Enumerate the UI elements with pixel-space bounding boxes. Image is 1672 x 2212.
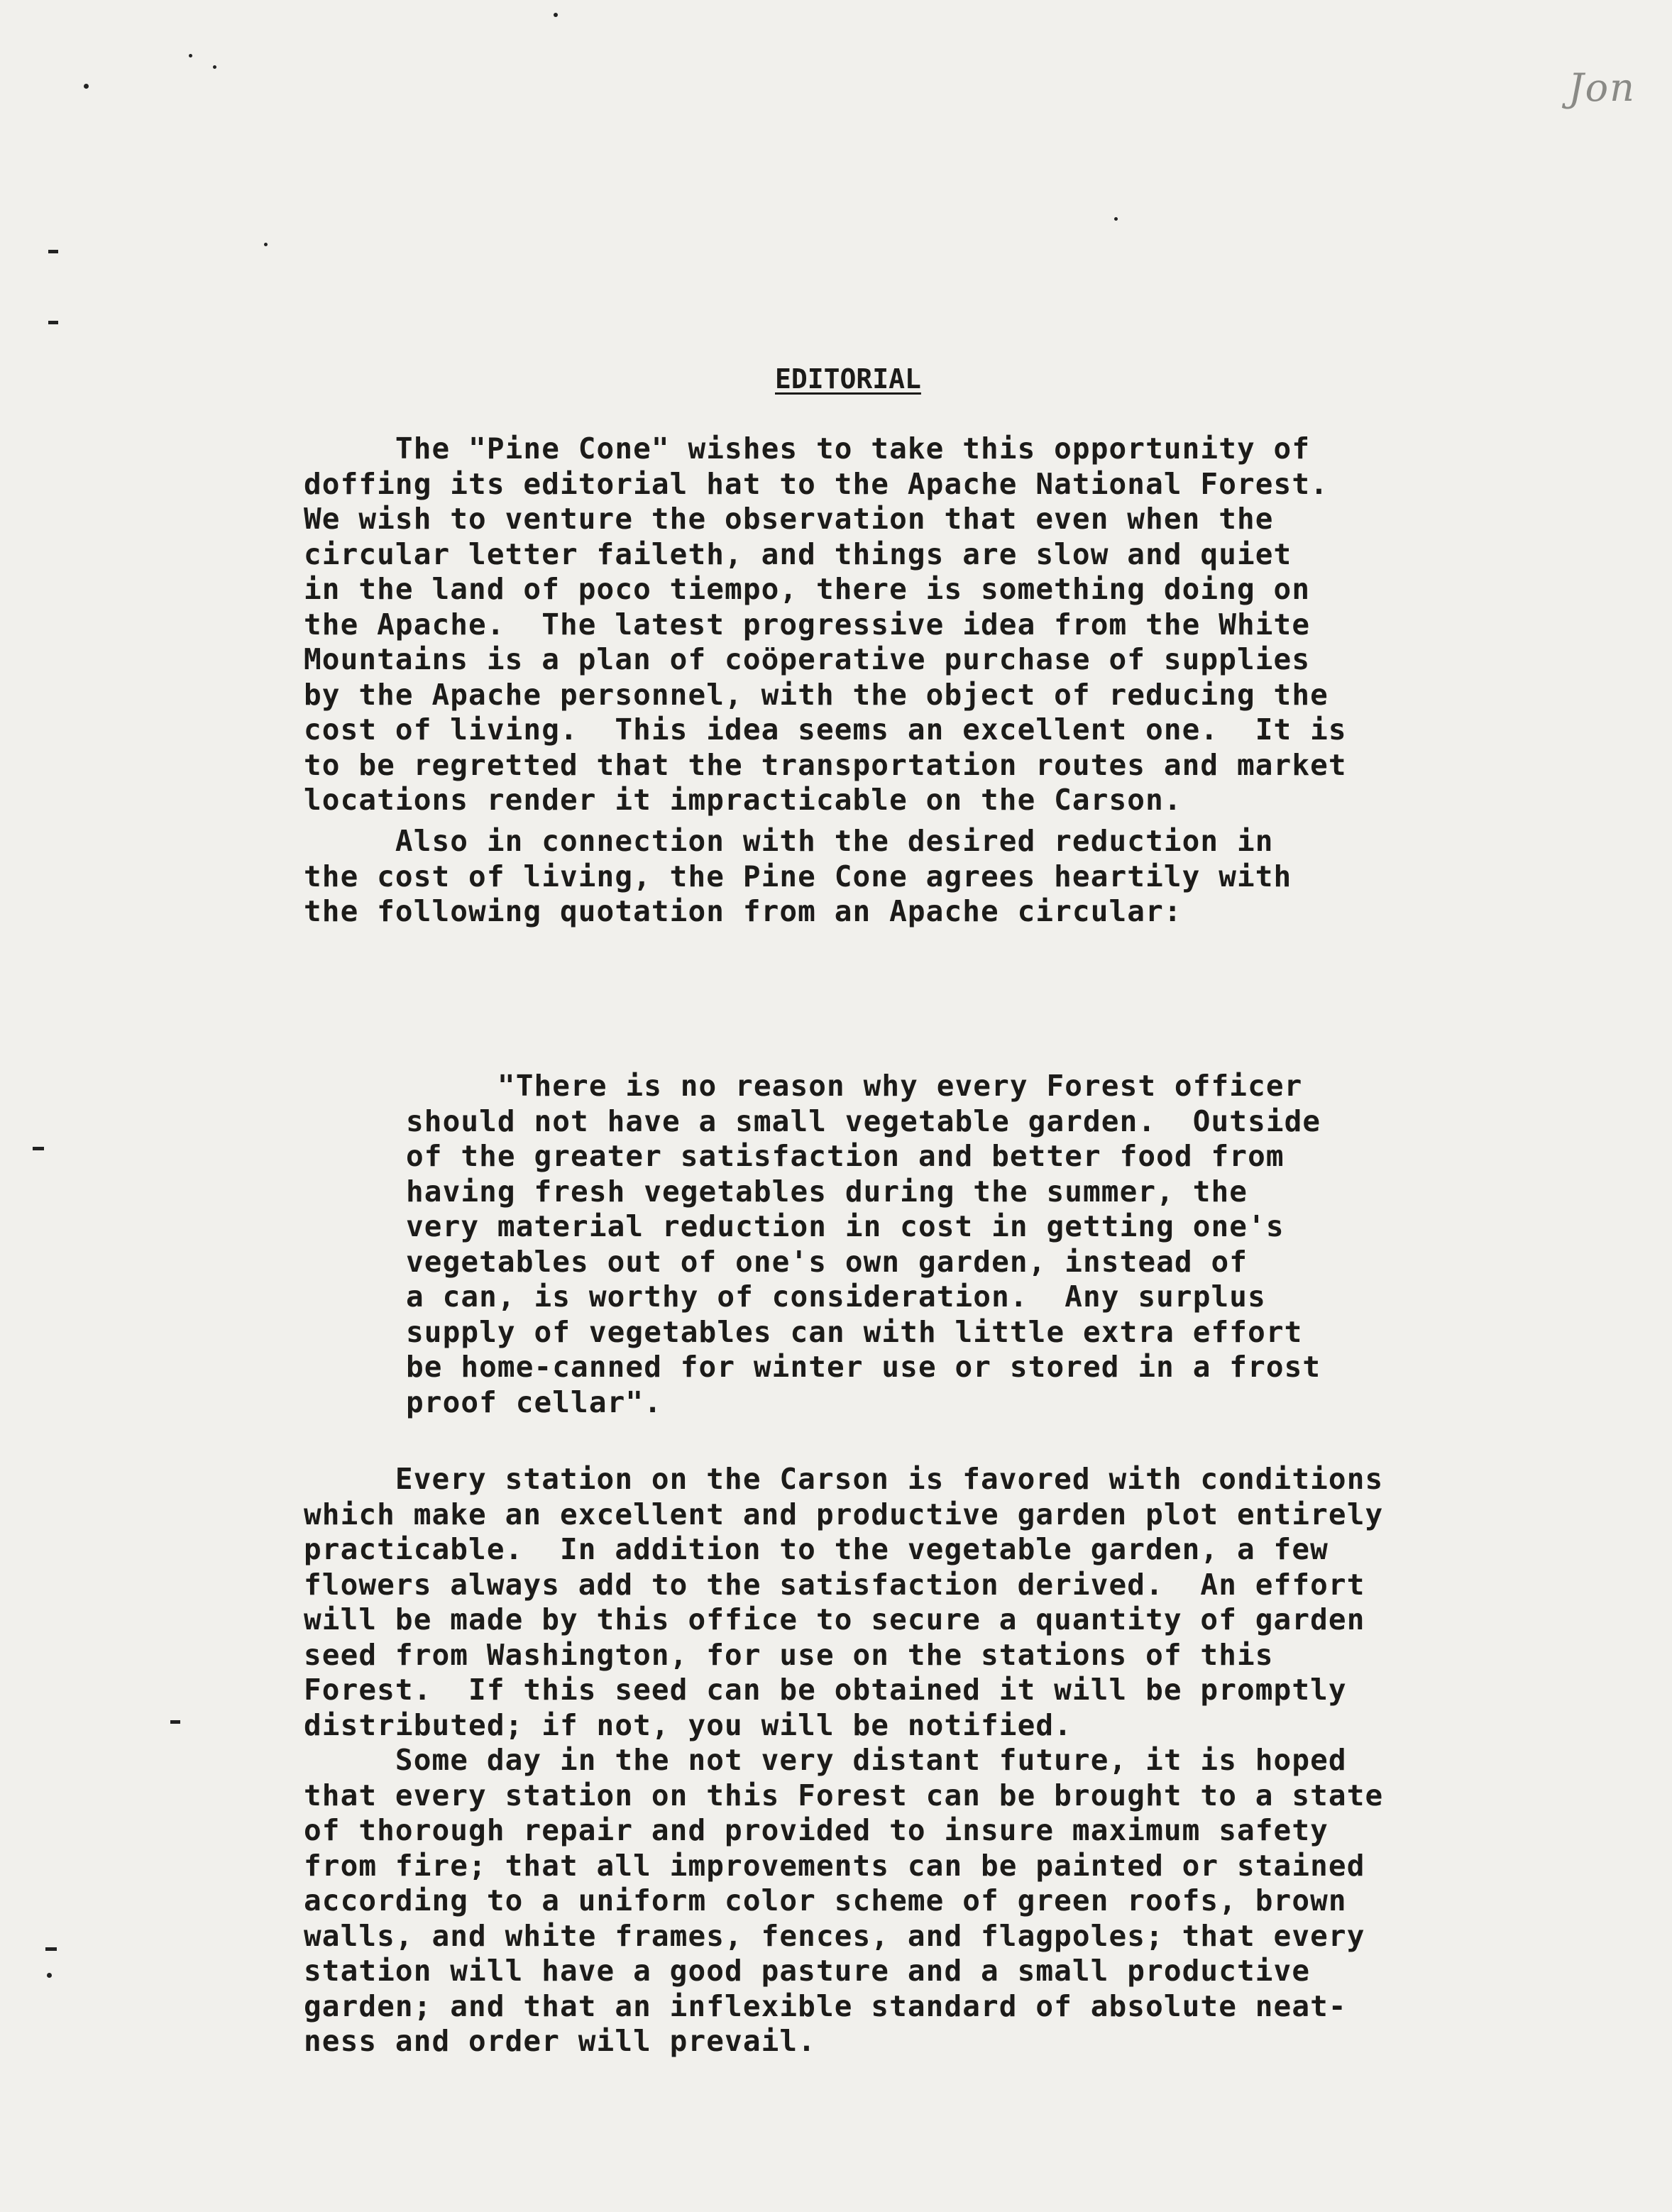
handwritten-annotation: Jon [1568,65,1636,110]
margin-speck [264,243,268,246]
margin-speck [1114,217,1118,221]
page-title: EDITORIAL [775,363,921,395]
margin-mark [170,1720,180,1724]
margin-speck [554,13,558,17]
margin-speck [189,54,192,57]
margin-mark [48,321,58,324]
margin-speck [47,1973,52,1978]
block-quote-apache-circular: "There is no reason why every Forest officer should not have a small vegetable garden. Outside of the greater satisfaction and better food from having fresh vegetables during the summer, the very material reduction in cost in getting one's vegetables out of one's own garden, instead of a can, is worthy of consideration. Any surplus supply of vegetables can with little extra effort be home-canned for winter use or stored in a frost proof cellar". [406,1069,1321,1419]
paragraph-station-standards: Some day in the not very distant future, it is hoped that every station on this Forest can be brought to a state of thorough repair and provided to insure maximum safety from fire; that all improvements can be painted or stained according to a uniform color scheme of green roofs, brown walls, and white frames, fences, and flagpoles; that every station will have a good pasture and a small productive garden; and that an inflexible standard of absolute neat- ness and order will prevail. [304,1743,1384,2058]
paragraph-garden-seed: Every station on the Carson is favored with conditions which make an excellent and productive garden plot entirely practicable. In addition to the vegetable garden, a few flowers always add to the satisfaction derived. An effort will be made by this office to secure a quantity of garden seed from Washington, for use on the stations of this Forest. If this seed can be obtained it will be promptly distributed; if not, you will be notified. [304,1462,1384,1742]
paragraph-apache-cooperative: The "Pine Cone" wishes to take this opportunity of doffing its editorial hat to the Apache National Forest. We wish to venture the observation that even when the circular letter faileth, and things are slow and quiet in the land of poco tiempo, there is something doing on the Apache. The latest progressive idea from the White Mountains is a plan of coöperative purchase of supplies by the Apache personnel, with the object of reducing the cost of living. This idea seems an excellent one. It is to be regretted that the transportation routes and market locations render it impracticable on the Carson. [304,431,1347,817]
margin-speck [84,84,89,89]
margin-mark [48,250,58,253]
margin-speck [213,65,216,69]
paragraph-cost-of-living: Also in connection with the desired reduction in the cost of living, the Pine Cone agrees heartily with the following quotation from an Apache circular: [304,824,1292,928]
margin-mark [45,1947,57,1951]
margin-mark [33,1147,44,1150]
